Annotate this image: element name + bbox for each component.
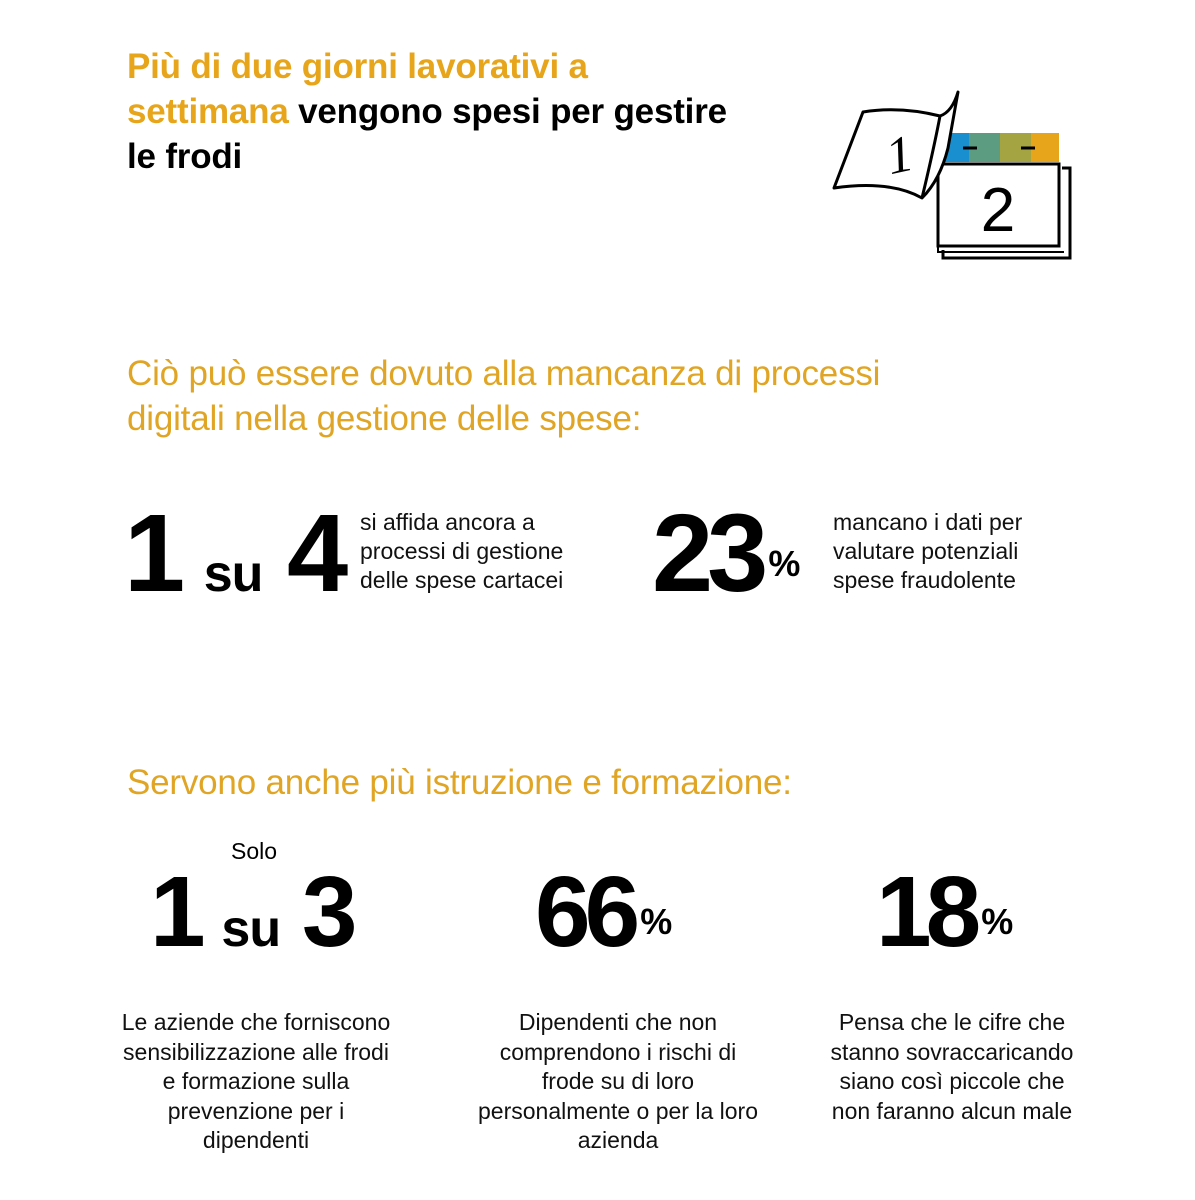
stat-66-percent: [535, 857, 672, 967]
calendar-icon: [830, 88, 1080, 268]
stat-18-percent: [876, 857, 1013, 967]
stat-one-in-three-desc: Le aziende che forniscono sensibilizzazione alle frodi e formazione sulla prevenzione per i dipendenti: [121, 1009, 391, 1153]
stat-66-value: 66: [535, 856, 635, 968]
stat-18-value: 18: [876, 856, 976, 968]
stat-one-in-three: [150, 857, 352, 984]
stat-18-unit: %: [981, 901, 1014, 942]
stat-23-value: 23: [652, 492, 763, 615]
calendar-page-back-number: 2: [980, 176, 1016, 245]
stat-one-in-three-prefix: Solo: [231, 838, 278, 864]
stat-one-in-four-su: su: [203, 545, 263, 603]
stat-one-in-four-b: 4: [287, 492, 343, 615]
section-heading-training: Servono anche più istruzione e formazione:: [127, 763, 792, 802]
stat-one-in-three-su: su: [221, 900, 281, 958]
stat-23-unit: %: [768, 543, 801, 584]
stat-one-in-three-b: 3: [301, 856, 352, 968]
stat-one-in-three-a: 1: [150, 856, 200, 968]
headline-accent: Più di due giorni lavorativi a settimana: [127, 47, 588, 131]
stat-23-desc: mancano i dati per valutare potenziali spese fraudolente: [833, 509, 1023, 593]
stat-23-percent: [652, 494, 800, 614]
stat-one-in-four-desc: si affida ancora a processi di gestione delle spese cartacei: [360, 509, 564, 593]
calendar-page-front-number: 1: [880, 124, 919, 187]
headline: [127, 44, 727, 179]
stat-one-in-four-a: 1: [124, 492, 180, 615]
stat-one-in-four: [124, 494, 342, 634]
stat-66-unit: %: [640, 901, 673, 942]
stat-66-desc: Dipendenti che non comprendono i rischi di frode su di loro personalmente o per la loro azienda: [478, 1009, 758, 1153]
section-heading-digital: Ciò può essere dovuto alla mancanza di processi digitali nella gestione delle spese:: [127, 354, 881, 438]
stat-18-desc: Pensa che le cifre che stanno sovraccaricando siano così piccole che non faranno alcun male: [830, 1009, 1074, 1124]
headline-rest: vengono spesi per gestire le frodi: [127, 92, 727, 176]
stripe-orange: [1031, 133, 1059, 162]
